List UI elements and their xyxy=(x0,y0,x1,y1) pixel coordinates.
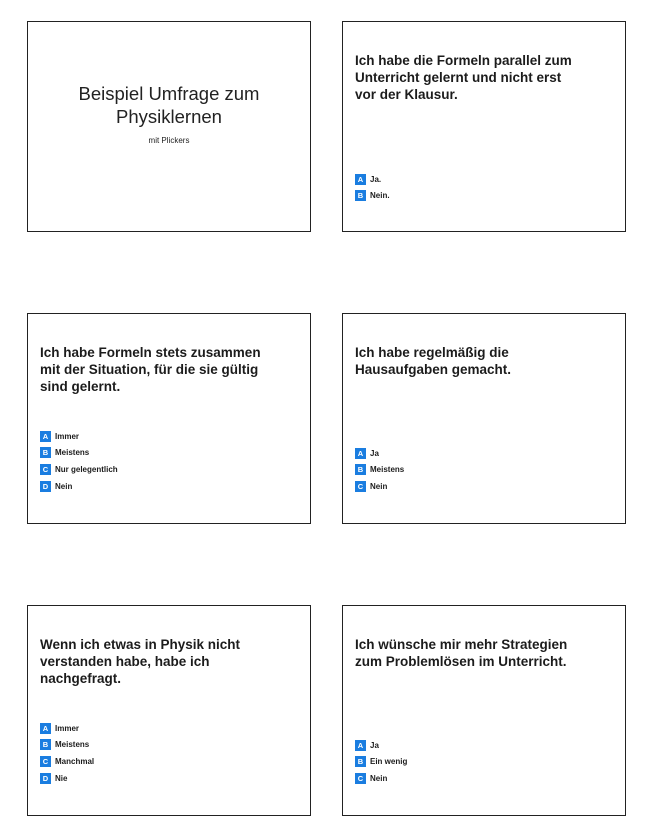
answer-letter-badge: D xyxy=(40,773,51,784)
answer-text: Manchmal xyxy=(55,756,95,766)
answer-option xyxy=(355,171,390,188)
answer-list xyxy=(40,428,118,494)
answer-option xyxy=(40,428,118,445)
answer-option xyxy=(355,737,407,754)
answer-option xyxy=(355,770,407,787)
answer-letter-badge: D xyxy=(40,481,51,492)
question-text: Ich habe die Formeln parallel zum Unterricht gelernt und nicht erst vor der Klausur. xyxy=(355,53,572,102)
answer-letter-badge: C xyxy=(355,481,366,492)
slide-question-4 xyxy=(27,605,311,816)
answer-list xyxy=(355,445,404,495)
answer-option xyxy=(355,462,404,479)
answer-text: Nein xyxy=(370,481,388,491)
slide-title-text: Beispiel Umfrage zum Physiklernen xyxy=(78,83,260,127)
answer-option xyxy=(40,461,118,478)
answer-text: Nein. xyxy=(370,191,390,201)
answer-option xyxy=(40,445,118,462)
answer-text: Nur gelegentlich xyxy=(55,464,118,474)
answer-option xyxy=(355,478,404,495)
answer-text: Meistens xyxy=(55,448,90,458)
question-text: Ich habe regelmäßig die Hausaufgaben gemacht. xyxy=(355,345,512,377)
answer-letter-badge: A xyxy=(355,740,366,751)
answer-letter-badge: B xyxy=(40,447,51,458)
answer-text: Nein xyxy=(55,481,73,491)
question-text: Wenn ich etwas in Physik nicht verstanden habe, habe ich nachgefragt. xyxy=(40,637,241,686)
answer-list xyxy=(355,171,390,204)
question-text: Ich habe Formeln stets zusammen mit der Situation, für die sie gültig sind gelernt. xyxy=(40,345,261,394)
answer-option xyxy=(40,720,94,737)
answer-text: Ja xyxy=(370,448,379,458)
question-text: Ich wünsche mir mehr Strategien zum Problemlösen im Unterricht. xyxy=(355,637,568,669)
answer-letter-badge: B xyxy=(355,190,366,201)
slide-subtitle-text: mit Plickers xyxy=(148,136,190,145)
answer-letter-badge: A xyxy=(355,174,366,185)
answer-letter-badge: B xyxy=(40,739,51,750)
answer-text: Ja xyxy=(370,740,379,750)
answer-text: Nein xyxy=(370,773,388,783)
answer-list xyxy=(40,720,94,786)
answer-text: Meistens xyxy=(370,465,405,475)
answer-text: Immer xyxy=(55,431,80,441)
answer-letter-badge: A xyxy=(40,431,51,442)
slide-title xyxy=(27,21,311,232)
answer-letter-badge: C xyxy=(355,773,366,784)
answer-option xyxy=(40,770,94,787)
answer-letter-badge: B xyxy=(355,464,366,475)
answer-text: Ja. xyxy=(370,174,382,184)
answer-option xyxy=(40,737,94,754)
answer-text: Nie xyxy=(55,773,68,783)
answer-letter-badge: C xyxy=(40,464,51,475)
slide-question-1 xyxy=(342,21,626,232)
answer-option xyxy=(355,445,404,462)
answer-text: Immer xyxy=(55,723,80,733)
answer-option xyxy=(40,478,118,495)
answer-option xyxy=(355,188,390,205)
answer-letter-badge: A xyxy=(40,723,51,734)
answer-letter-badge: C xyxy=(40,756,51,767)
answer-option xyxy=(355,754,407,771)
answer-option xyxy=(40,753,94,770)
slide-question-5 xyxy=(342,605,626,816)
answer-letter-badge: B xyxy=(355,756,366,767)
answer-text: Ein wenig xyxy=(370,757,408,767)
answer-letter-badge: A xyxy=(355,448,366,459)
slide-question-2 xyxy=(27,313,311,524)
answer-text: Meistens xyxy=(55,740,90,750)
answer-list xyxy=(355,737,407,787)
slide-question-3 xyxy=(342,313,626,524)
